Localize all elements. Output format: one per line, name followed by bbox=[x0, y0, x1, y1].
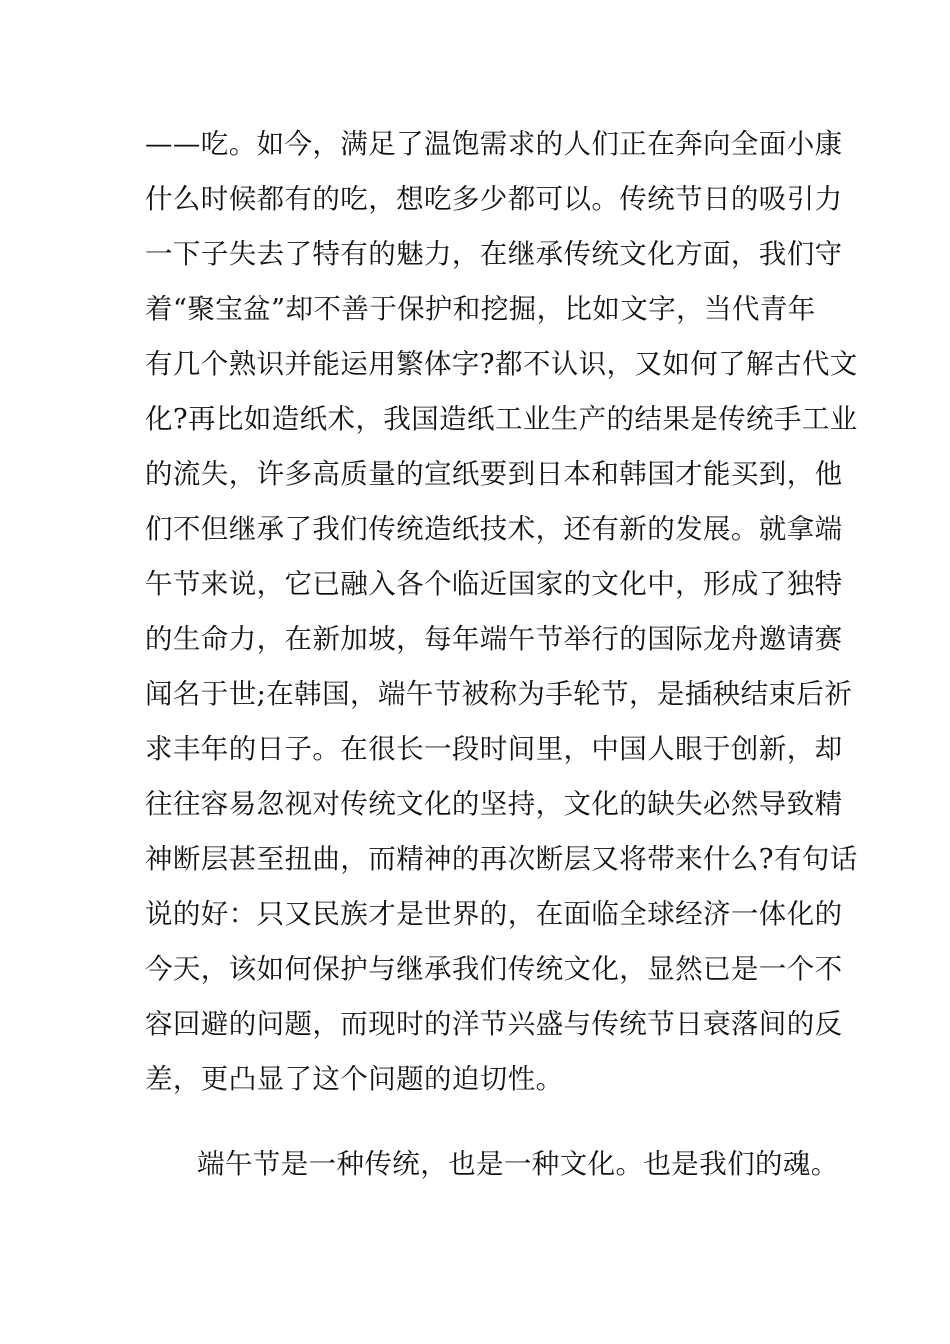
text-line: 今天，该如何保护与继承我们传统文化，显然已是一个不 bbox=[145, 953, 843, 985]
text-line: 什么时候都有的吃，想吃多少都可以。传统节日的吸引力 bbox=[145, 183, 843, 215]
paragraph-2 bbox=[145, 1146, 839, 1201]
text-line: 的流失，许多高质量的宣纸要到日本和韩国才能买到，他 bbox=[145, 458, 843, 490]
paragraph-1 bbox=[145, 126, 858, 1116]
text-line: 神断层甚至扭曲，而精神的再次断层又将带来什么?有句话 bbox=[145, 843, 858, 875]
text-line: 差，更凸显了这个问题的迫切性。 bbox=[145, 1063, 564, 1095]
text-line: 闻名于世;在韩国，端午节被称为手轮节，是插秧结束后祈 bbox=[145, 678, 853, 710]
text-line: 有几个熟识并能运用繁体字?都不认识，又如何了解古代文 bbox=[145, 348, 858, 380]
text-line: 往往容易忽视对传统文化的坚持，文化的缺失必然导致精 bbox=[145, 788, 843, 820]
text-line: 一下子失去了特有的魅力，在继承传统文化方面，我们守 bbox=[145, 238, 843, 270]
text-line: 的生命力，在新加坡，每年端午节举行的国际龙舟邀请赛 bbox=[145, 623, 843, 655]
text-line: 化?再比如造纸术，我国造纸工业生产的结果是传统手工业 bbox=[145, 403, 858, 435]
text-line: 容回避的问题，而现时的洋节兴盛与传统节日衰落间的反 bbox=[145, 1008, 843, 1040]
text-line: 说的好：只又民族才是世界的，在面临全球经济一体化的 bbox=[145, 898, 843, 930]
text-line: 着“聚宝盆”却不善于保护和挖掘，比如文字，当代青年 bbox=[145, 293, 816, 325]
text-line: 们不但继承了我们传统造纸技术，还有新的发展。就拿端 bbox=[145, 513, 843, 545]
text-line: 午节来说，它已融入各个临近国家的文化中，形成了独特 bbox=[145, 568, 843, 600]
text-line: ——吃。如今，满足了温饱需求的人们正在奔向全面小康 bbox=[145, 128, 843, 160]
text-line: 端午节是一种传统，也是一种文化。也是我们的魂。 bbox=[197, 1148, 839, 1180]
text-line: 求丰年的日子。在很长一段时间里，中国人眼于创新，却 bbox=[145, 733, 843, 765]
